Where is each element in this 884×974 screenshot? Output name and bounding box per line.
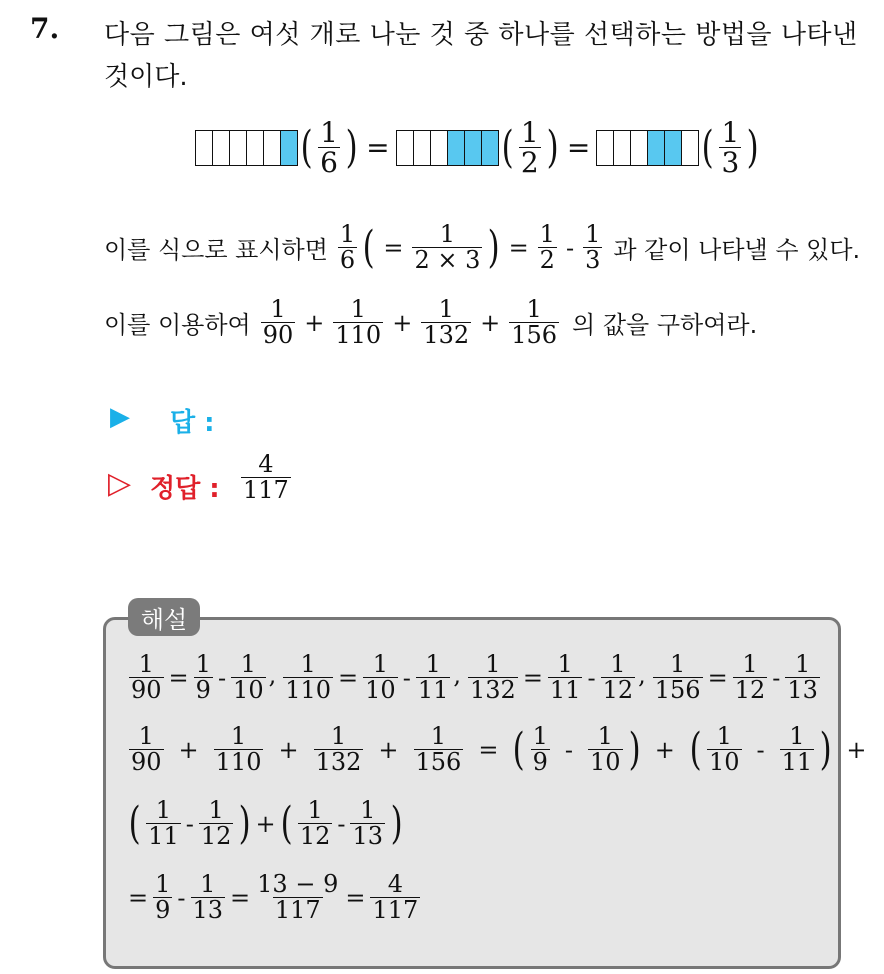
- label-one-third: $\frac{1}{3}$: [721, 116, 740, 180]
- right-paren: ): [546, 121, 559, 173]
- empty-cell: [413, 131, 430, 165]
- minus-sign: -: [772, 663, 781, 692]
- comma: ,: [268, 661, 277, 690]
- minus-sign: -: [756, 735, 765, 764]
- fraction: $\frac{13 - 9}{117}$: [257, 870, 339, 925]
- right-paren: ): [819, 723, 832, 775]
- label-one-half: $\frac{1}{2}$: [520, 116, 539, 180]
- left-paren: (: [512, 723, 526, 775]
- fraction: $\frac{1}{132}$: [470, 650, 516, 705]
- fraction: $\frac{1}{132}$: [315, 722, 362, 777]
- equals-sign: =: [383, 233, 404, 262]
- fraction-figure: [195, 118, 761, 178]
- equals-sign: =: [366, 131, 390, 165]
- equals-sign: =: [508, 233, 529, 262]
- filled-cell: [664, 131, 681, 165]
- plus-sign: +: [378, 735, 399, 764]
- filled-cell: [647, 131, 664, 165]
- plus-sign: +: [178, 735, 199, 764]
- minus-sign: -: [402, 663, 411, 692]
- plus-sign: +: [304, 308, 325, 337]
- fraction: $\frac{1}{156}$: [511, 295, 558, 350]
- fraction: $\frac{4}{117}$: [243, 450, 289, 505]
- right-paren: ): [487, 221, 500, 273]
- minus-sign: -: [565, 233, 575, 262]
- question-text-line1: 다음 그림은 여섯 개로 나눈 것 중 하나를 선택하는 방법을 나타낸: [104, 20, 858, 50]
- empty-cell: [630, 131, 647, 165]
- right-paren: ): [390, 797, 403, 849]
- fraction: $\frac{1}{90}$: [131, 650, 162, 705]
- solution-tag: 해설: [128, 598, 200, 636]
- expr1-suffix: 과 같이 나타낼 수 있다.: [613, 236, 861, 265]
- answer-arrow-icon: ▶: [110, 402, 130, 432]
- bar-one-sixth: [195, 130, 298, 166]
- filled-cell: [481, 131, 498, 165]
- plus-sign: +: [255, 809, 276, 838]
- right-paren: ): [238, 797, 251, 849]
- minus-sign: -: [217, 663, 227, 692]
- equals-sign: =: [345, 883, 366, 912]
- plus-sign: +: [278, 735, 299, 764]
- equals-sign: =: [707, 663, 728, 692]
- filled-cell: [447, 131, 464, 165]
- plus-sign: +: [654, 735, 675, 764]
- fraction: $\frac{1}{2 \times 3}$: [414, 220, 481, 275]
- left-paren: (: [689, 723, 702, 775]
- comma: ,: [453, 661, 461, 690]
- solution-line-2: [126, 724, 878, 775]
- fraction: $\frac{1}{10}$: [365, 650, 396, 705]
- fraction: $\frac{1}{12}$: [299, 796, 331, 851]
- correct-answer-value: [238, 452, 294, 503]
- answer-label: 답 :: [170, 408, 215, 438]
- filled-cell: [280, 131, 297, 165]
- question-text-line2: 것이다.: [104, 62, 188, 92]
- minus-sign: -: [564, 735, 573, 764]
- empty-cell: [212, 131, 229, 165]
- right-paren: ): [628, 723, 641, 775]
- question-number: 7.: [30, 12, 60, 45]
- left-paren: (: [501, 121, 514, 173]
- left-paren: (: [300, 121, 313, 173]
- comma: ,: [638, 661, 646, 690]
- fraction: $\frac{1}{132}$: [423, 295, 470, 350]
- fraction: $\frac{1}{13}$: [192, 870, 224, 925]
- equals-sign: =: [566, 131, 591, 165]
- expression-line-1: [104, 222, 860, 273]
- minus-sign: -: [587, 663, 596, 692]
- correct-answer-label: 정답 :: [150, 474, 220, 504]
- fraction: $\frac{1}{13}$: [352, 796, 384, 851]
- fraction: $\frac{1}{12}$: [734, 650, 766, 705]
- empty-cell: [613, 131, 630, 165]
- fraction: $\frac{1}{13}$: [787, 650, 818, 705]
- fraction: $\frac{1}{10}$: [233, 650, 264, 705]
- expression-line-2: [104, 297, 757, 348]
- fraction: $\frac{1}{90}$: [131, 722, 162, 777]
- fraction: $\frac{1}{12}$: [602, 650, 634, 705]
- label-one-sixth: $\frac{1}{6}$: [320, 116, 338, 180]
- expr2-suffix: 의 값을 구하여라.: [572, 311, 758, 340]
- fraction: $\frac{4}{117}$: [372, 870, 419, 925]
- empty-cell: [681, 131, 698, 165]
- fraction: $\frac{1}{156}$: [654, 650, 701, 705]
- empty-cell: [430, 131, 447, 165]
- fraction: $\frac{1}{110}$: [285, 650, 332, 705]
- fraction: $\frac{1}{11}$: [148, 796, 179, 851]
- fraction: $\frac{1}{11}$: [781, 722, 813, 777]
- left-paren: (: [128, 797, 141, 849]
- minus-sign: -: [185, 809, 194, 838]
- right-paren: ): [746, 121, 759, 173]
- fraction: $\frac{1}{110}$: [215, 722, 262, 777]
- fraction: $\frac{1}{9}$: [532, 722, 548, 777]
- fraction: $\frac{1}{2}$: [539, 220, 555, 275]
- correct-answer-arrow-icon: ▷: [108, 466, 132, 501]
- fraction: $\frac{1}{110}$: [335, 295, 382, 350]
- fraction: $\frac{1}{9}$: [195, 650, 211, 705]
- bar-one-half: [396, 130, 499, 166]
- equals-sign: =: [230, 883, 251, 912]
- empty-cell: [397, 131, 413, 165]
- fraction: $\frac{1}{9}$: [155, 870, 171, 925]
- minus-sign: -: [177, 883, 186, 912]
- left-paren: (: [362, 221, 375, 273]
- solution-line-3: [126, 798, 405, 849]
- left-paren: (: [701, 121, 714, 173]
- fraction: $\frac{1}{10}$: [589, 722, 621, 777]
- empty-cell: [196, 131, 212, 165]
- filled-cell: [464, 131, 481, 165]
- right-paren: ): [345, 121, 358, 173]
- expr1-prefix: 이를 식으로 표시하면: [104, 236, 328, 265]
- bar-one-third: [596, 130, 699, 166]
- solution-line-4: [126, 872, 423, 923]
- expr2-prefix: 이를 이용하여: [104, 311, 251, 340]
- equals-sign: =: [522, 663, 543, 692]
- minus-sign: -: [337, 809, 346, 838]
- plus-sign: +: [846, 735, 867, 764]
- fraction: $\frac{1}{3}$: [585, 220, 601, 275]
- equals-sign: =: [338, 663, 359, 692]
- fraction: $\frac{1}{11}$: [417, 650, 449, 705]
- left-paren: (: [280, 797, 293, 849]
- empty-cell: [597, 131, 613, 165]
- equals-sign: =: [168, 663, 189, 692]
- fraction: $\frac{1}{156}$: [415, 722, 462, 777]
- empty-cell: [229, 131, 246, 165]
- fraction: $\frac{1}{90}$: [262, 295, 294, 350]
- fraction: $\frac{1}{12}$: [200, 796, 232, 851]
- fraction: $\frac{1}{10}$: [708, 722, 740, 777]
- fraction: $\frac{1}{6}$: [339, 220, 356, 275]
- plus-sign: +: [392, 308, 413, 337]
- equals-sign: =: [128, 883, 149, 912]
- empty-cell: [246, 131, 263, 165]
- solution-line-1: [126, 652, 823, 703]
- plus-sign: +: [480, 308, 501, 337]
- empty-cell: [263, 131, 280, 165]
- equals-sign: =: [478, 735, 499, 764]
- fraction: $\frac{1}{11}$: [549, 650, 581, 705]
